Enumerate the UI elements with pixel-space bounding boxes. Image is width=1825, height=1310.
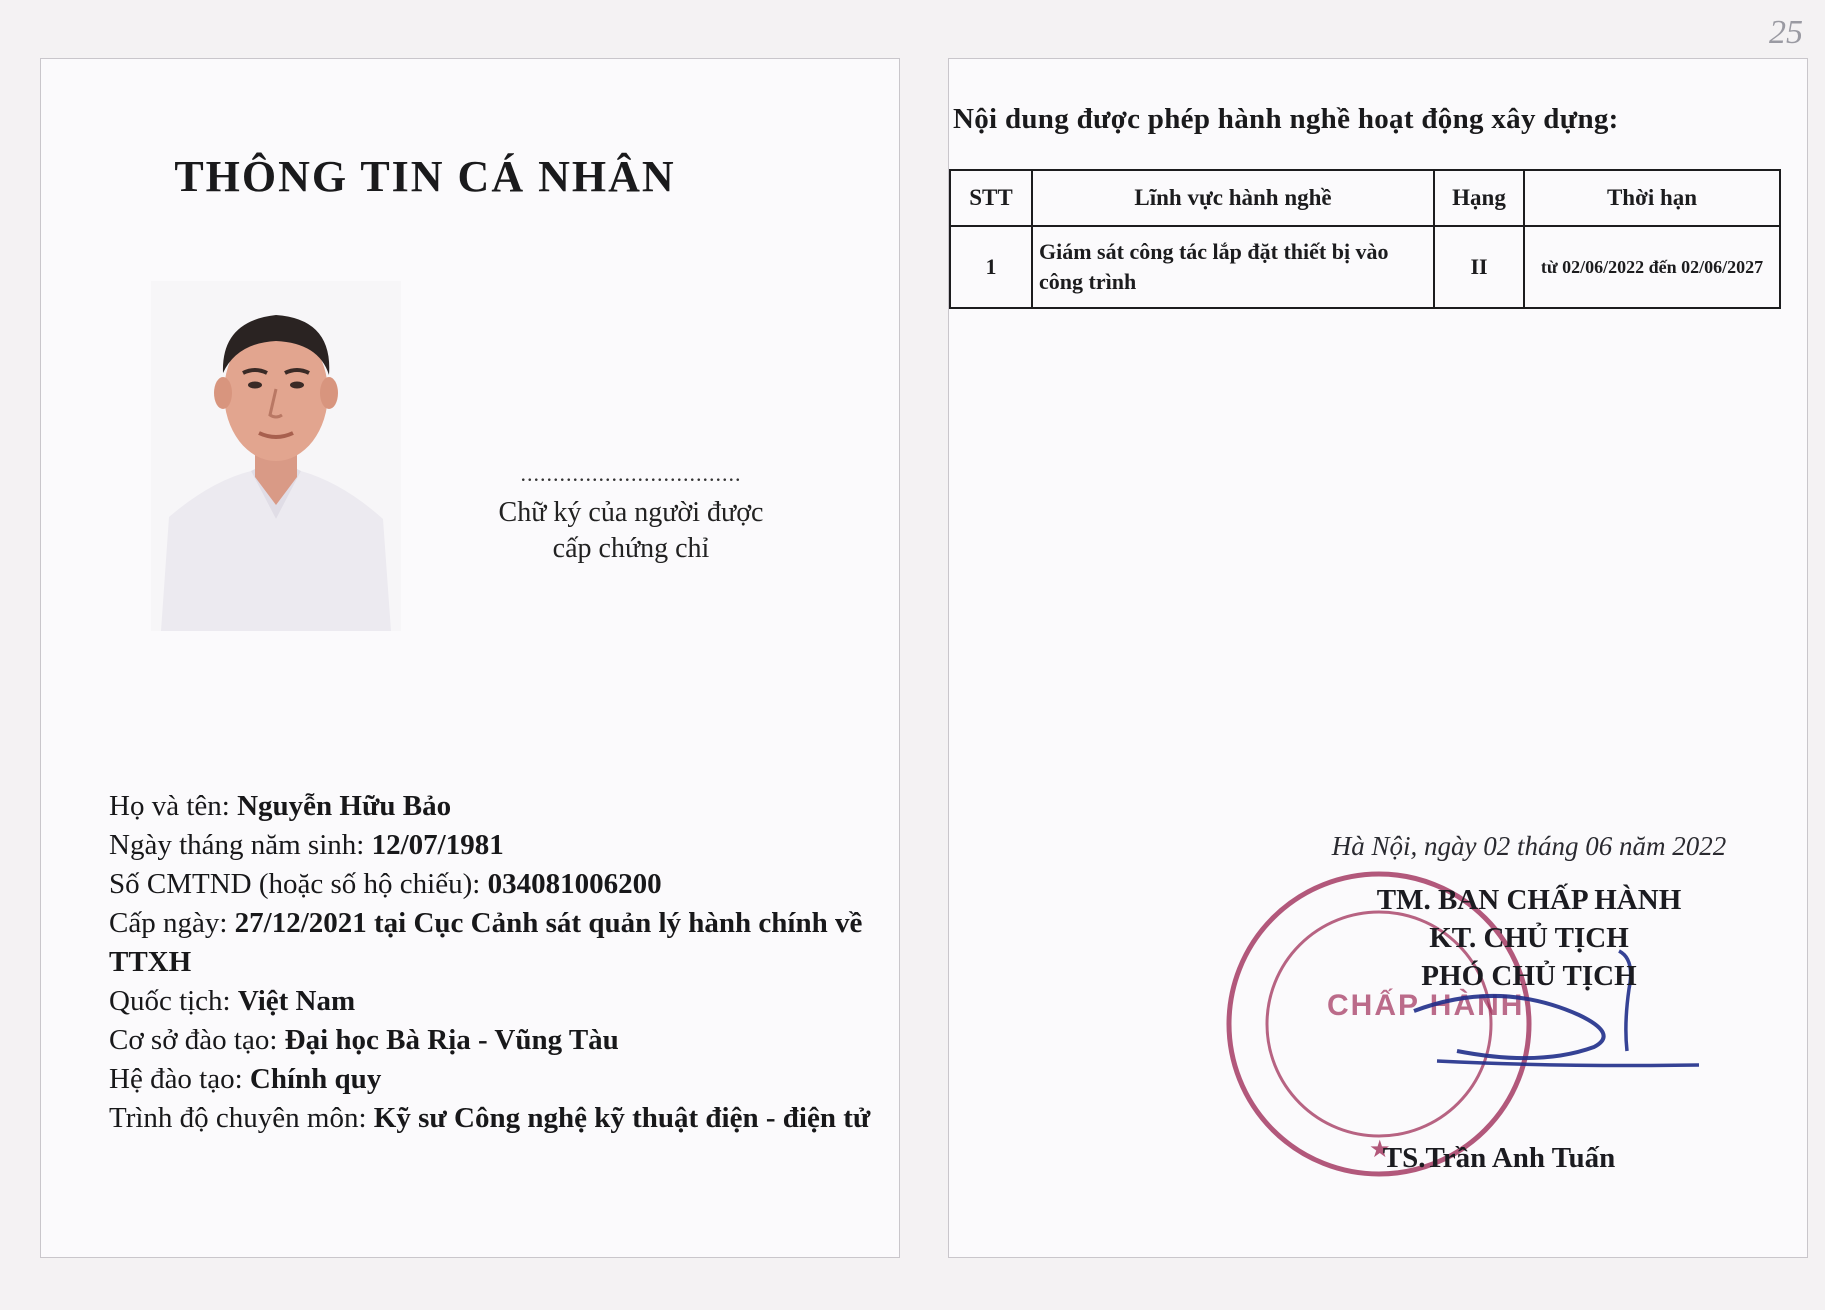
personal-info-page (40, 58, 900, 1258)
content-heading: Nội dung được phép hành nghề hoạt động xây dựng: (953, 103, 1619, 135)
cell-rank: II (1434, 226, 1524, 308)
page-title: THÔNG TIN CÁ NHÂN (174, 152, 676, 201)
holder-signature-block (461, 461, 801, 567)
svg-text:CHẤP HÀNH: CHẤP HÀNH (1327, 989, 1525, 1022)
issuer-signature-area (1199, 819, 1799, 1199)
header-field: Lĩnh vực hành nghề (1032, 170, 1434, 226)
info-row-issue-date: Cấp ngày: 27/12/2021 tại Cục Cảnh sát quản lý hành chính về TTXH (109, 907, 863, 978)
info-row-institution: Cơ sở đào tạo: Đại học Bà Rịa - Vũng Tàu (109, 1024, 619, 1056)
table-row (950, 226, 1780, 308)
header-stt: STT (950, 170, 1032, 226)
header-rank: Hạng (1434, 170, 1524, 226)
signature-caption: Chữ ký của người được cấp chứng chỉ (498, 497, 764, 564)
info-row-qualification: Trình độ chuyên môn: Kỹ sư Công nghệ kỹ thuật điện - điện tử (109, 1102, 871, 1134)
license-content-page (948, 58, 1808, 1258)
header-term: Thời hạn (1524, 170, 1780, 226)
cell-term: từ 02/06/2022 đến 02/06/2027 (1524, 226, 1780, 308)
info-row-training-type: Hệ đào tạo: Chính quy (109, 1063, 382, 1095)
cell-field: Giám sát công tác lắp đặt thiết bị vào công trình (1032, 226, 1434, 308)
info-row-nationality: Quốc tịch: Việt Nam (109, 985, 356, 1017)
portrait-photo (151, 281, 401, 631)
table-header-row (950, 170, 1780, 226)
svg-text:★: ★ (1369, 1135, 1391, 1163)
license-table (949, 169, 1781, 309)
sign-place-date: Hà Nội, ngày 02 tháng 06 năm 2022 (1331, 831, 1727, 861)
signer-titles: TM. BAN CHẤP HÀNH KT. CHỦ TỊCH PHÓ CHỦ TỊCH (1376, 884, 1682, 992)
signer-name: TS.Trần Anh Tuấn (1382, 1142, 1616, 1174)
cell-stt: 1 (950, 226, 1032, 308)
info-row-full-name: Họ và tên: Nguyễn Hữu Bảo (109, 790, 452, 822)
info-row-date-of-birth: Ngày tháng năm sinh: 12/07/1981 (109, 829, 504, 861)
info-row-id-number: Số CMTND (hoặc số hộ chiếu): 034081006200 (109, 868, 662, 900)
personal-info-list (109, 787, 889, 1138)
page-number: 25 (1769, 14, 1803, 51)
signature-line: .................................. (520, 461, 742, 486)
